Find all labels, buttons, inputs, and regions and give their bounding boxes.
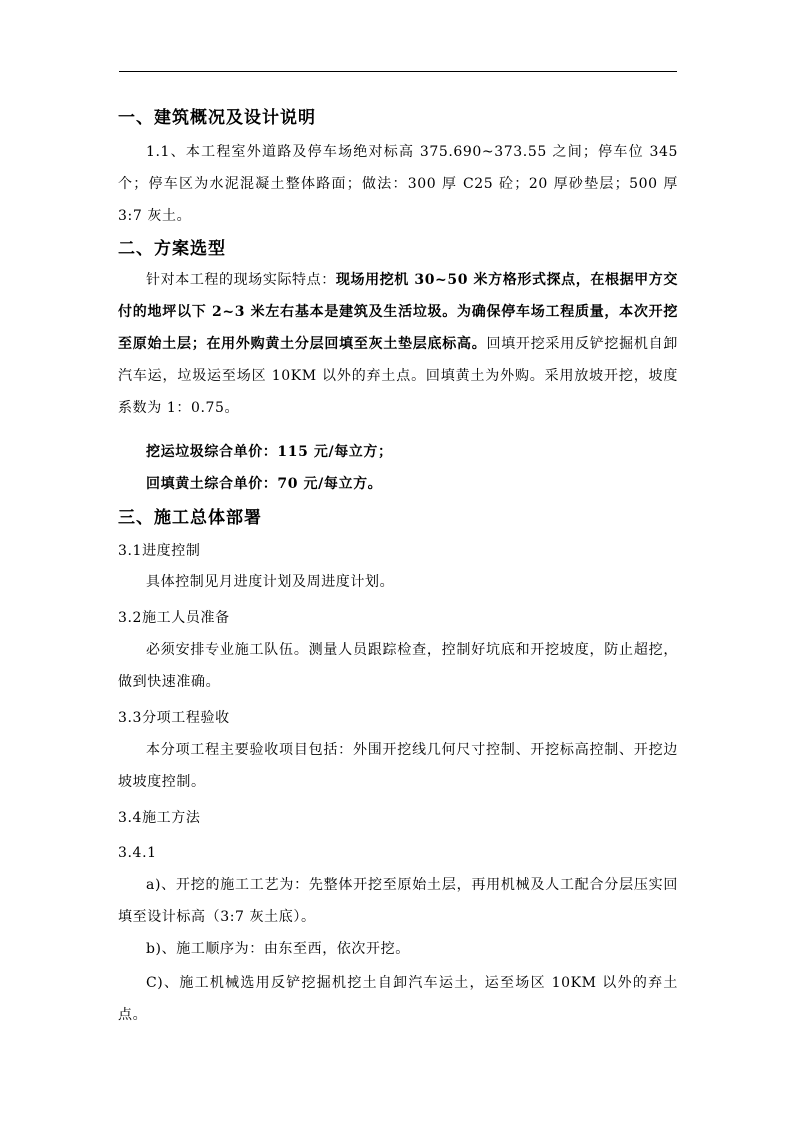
method-item-c: C)、施工机械选用反铲挖掘机挖土自卸汽车运土，运至场区 10KM 以外的弃土点。 xyxy=(118,975,678,1023)
paragraph-bold-text: 现场用挖机 30~50 米方格形式探点，在根据甲方交付的地坪以下 2~3 米左右基本是建筑及生活垃圾。为确保停车场工程质量，本次开挖至原始土层；在用外购黄土分层回填至灰土垫层底标高。 xyxy=(118,272,678,352)
section-1-heading: 一、建筑概况及设计说明 xyxy=(118,108,316,128)
subsection-3-2-text: 必须安排专业施工队伍。测量人员跟踪检查，控制好坑底和开挖坡度，防止超挖，做到快速准确。 xyxy=(118,642,678,690)
subsection-3-1-text: 具体控制见月进度计划及周进度计划。 xyxy=(146,574,395,590)
method-item-b: b)、施工顺序为：由东至西，依次开挖。 xyxy=(146,941,410,957)
subsection-3-3-text: 本分项工程主要验收项目包括：外围开挖线几何尺寸控制、开挖标高控制、开挖边坡坡度控制。 xyxy=(118,742,678,790)
subsection-3-2-title: 3.2施工人员准备 xyxy=(118,610,230,626)
subsection-3-3-title: 3.3分项工程验收 xyxy=(118,710,230,726)
price-line-1: 挖运垃圾综合单价：115 元/每立方； xyxy=(146,444,393,460)
subsection-3-1-title: 3.1进度控制 xyxy=(118,543,201,559)
section-2-heading: 二、方案选型 xyxy=(118,239,226,259)
section-2-paragraph xyxy=(118,264,678,424)
header-rule xyxy=(119,71,677,72)
paragraph-text: 针对本工程的现场实际特点： xyxy=(146,272,336,288)
price-line-2: 回填黄土综合单价：70 元/每立方。 xyxy=(146,476,383,492)
method-item-a: a)、开挖的施工工艺为：先整体开挖至原始土层，再用机械及人工配合分层压实回填至设计标高（3:7 灰土底）。 xyxy=(118,877,678,925)
section-1-paragraph: 1.1、本工程室外道路及停车场绝对标高 375.690~373.55 之间；停车位 345 个；停车区为水泥混凝土整体路面；做法：300 厚 C25 砼；20 厚砂垫层；500 厚 3:7 灰土。 xyxy=(118,144,678,224)
section-3-heading: 三、施工总体部署 xyxy=(118,508,262,528)
paragraph-text-tail: 回填开挖采用反铲挖掘机自卸汽车运，垃圾运至场区 10KM 以外的弃土点。回填黄土为外购。采用放坡开挖，坡度系数为 1：0.75。 xyxy=(118,336,678,416)
subsection-3-4-title: 3.4施工方法 xyxy=(118,810,201,826)
subsection-3-4-1-title: 3.4.1 xyxy=(118,845,157,861)
